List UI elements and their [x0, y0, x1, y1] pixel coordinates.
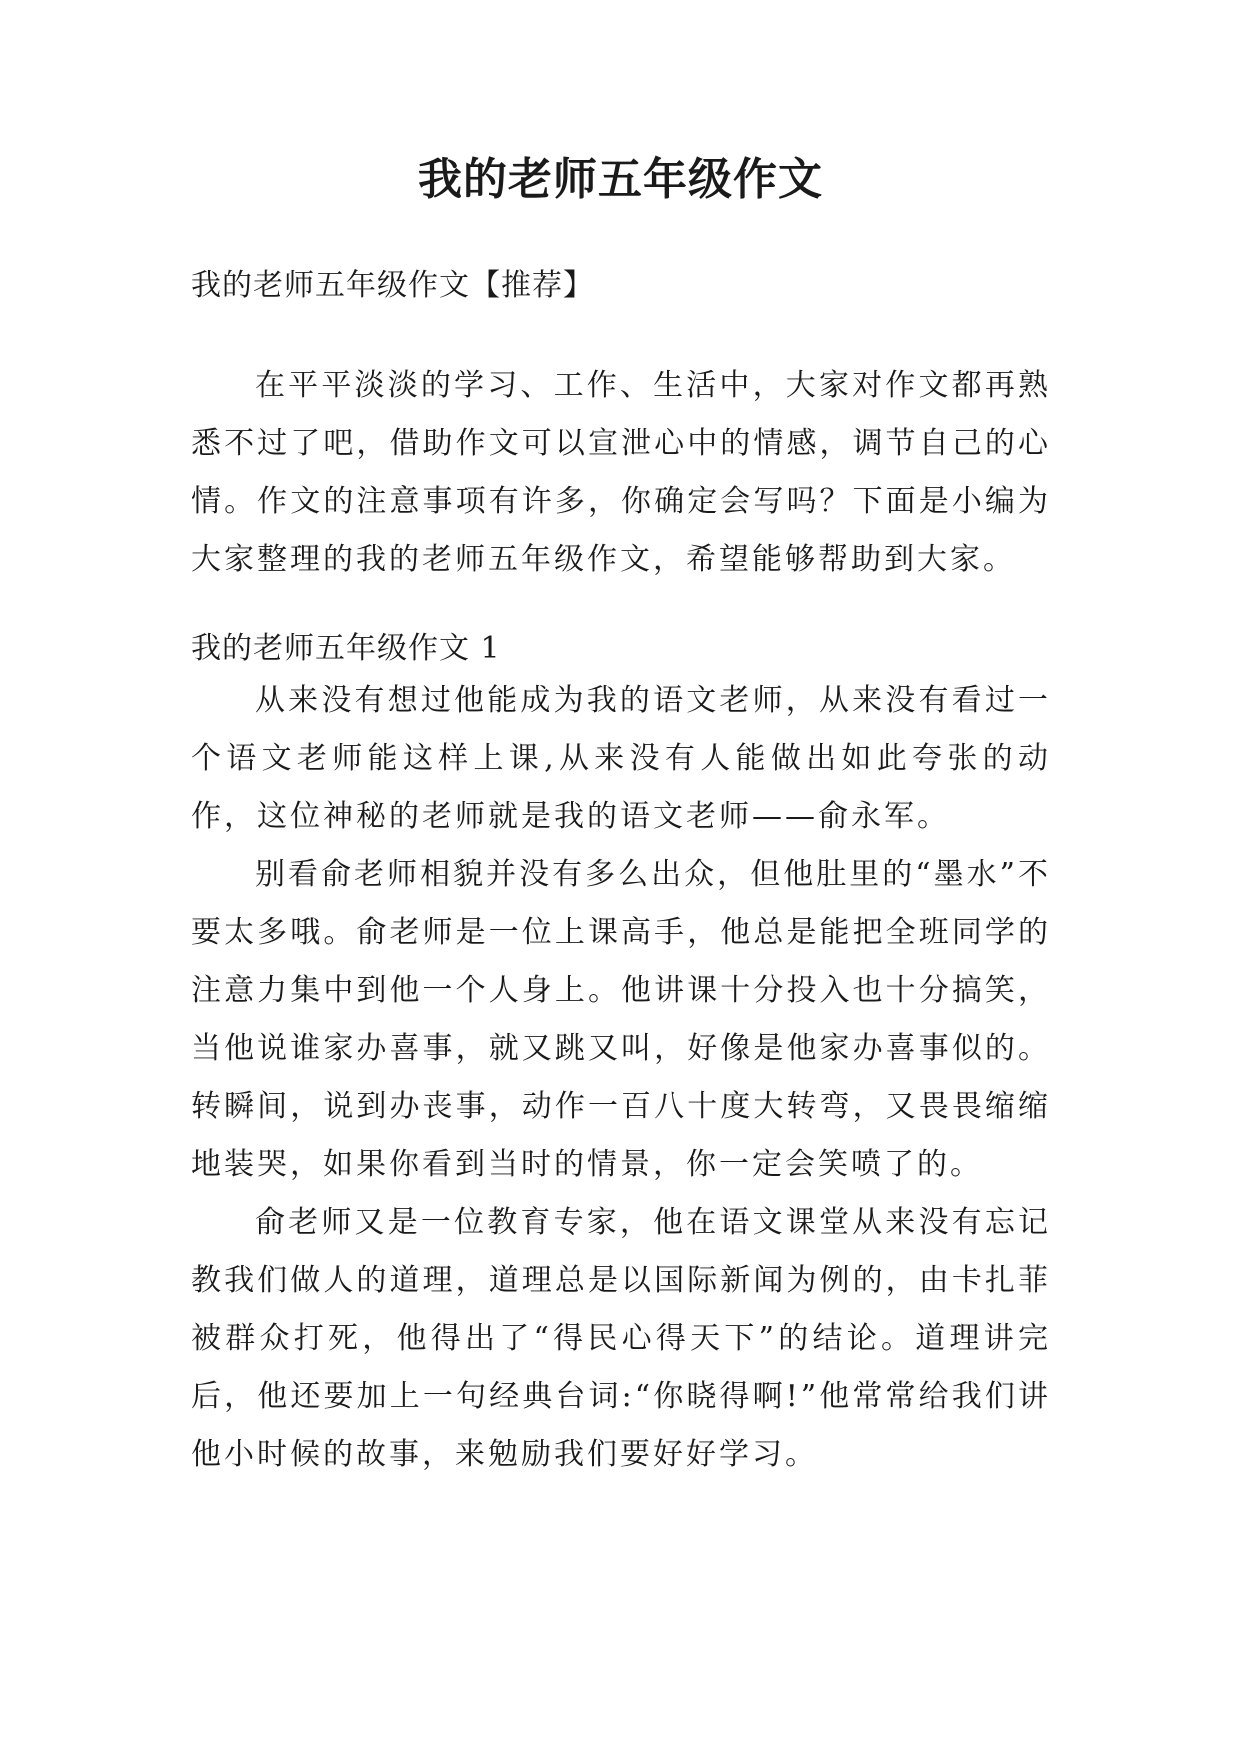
intro-block	[191, 357, 1051, 589]
document-title: 我的老师五年级作文	[418, 154, 823, 205]
body-paragraph-3: 俞老师又是一位教育专家，他在语文课堂从来没有忘记教我们做人的道理，道理总是以国际新闻为例的，由卡扎菲被群众打死，他得出了“得民心得天下”的结论。道理讲完后，他还要加上一句经典台词:“你晓得啊!”他常常给我们讲他小时候的故事，来勉励我们要好好学习。	[191, 1205, 1051, 1472]
body-paragraph-2: 别看俞老师相貌并没有多么出众，但他肚里的“墨水”不要太多哦。俞老师是一位上课高手，他总是能把全班同学的注意力集中到他一个人身上。他讲课十分投入也十分搞笑，当他说谁家办喜事，就又跳又叫，好像是他家办喜事似的。转瞬间，说到办丧事，动作一百八十度大转弯，又畏畏缩缩地装哭，如果你看到当时的情景，你一定会笑喷了的。	[191, 857, 1051, 1182]
body-paragraph-1: 从来没有想过他能成为我的语文老师，从来没有看过一个语文老师能这样上课,从来没有人能做出如此夸张的动作，这位神秘的老师就是我的语文老师——俞永军。	[191, 683, 1051, 834]
document-subtitle: 我的老师五年级作文【推荐】	[191, 268, 594, 303]
intro-paragraph: 在平平淡淡的学习、工作、生活中，大家对作文都再熟悉不过了吧，借助作文可以宣泄心中的情感，调节自己的心情。作文的注意事项有许多，你确定会写吗？下面是小编为大家整理的我的老师五年级作文，希望能够帮助到大家。	[191, 368, 1051, 577]
section-body	[191, 672, 1051, 1484]
section-heading: 我的老师五年级作文 1	[191, 631, 501, 666]
